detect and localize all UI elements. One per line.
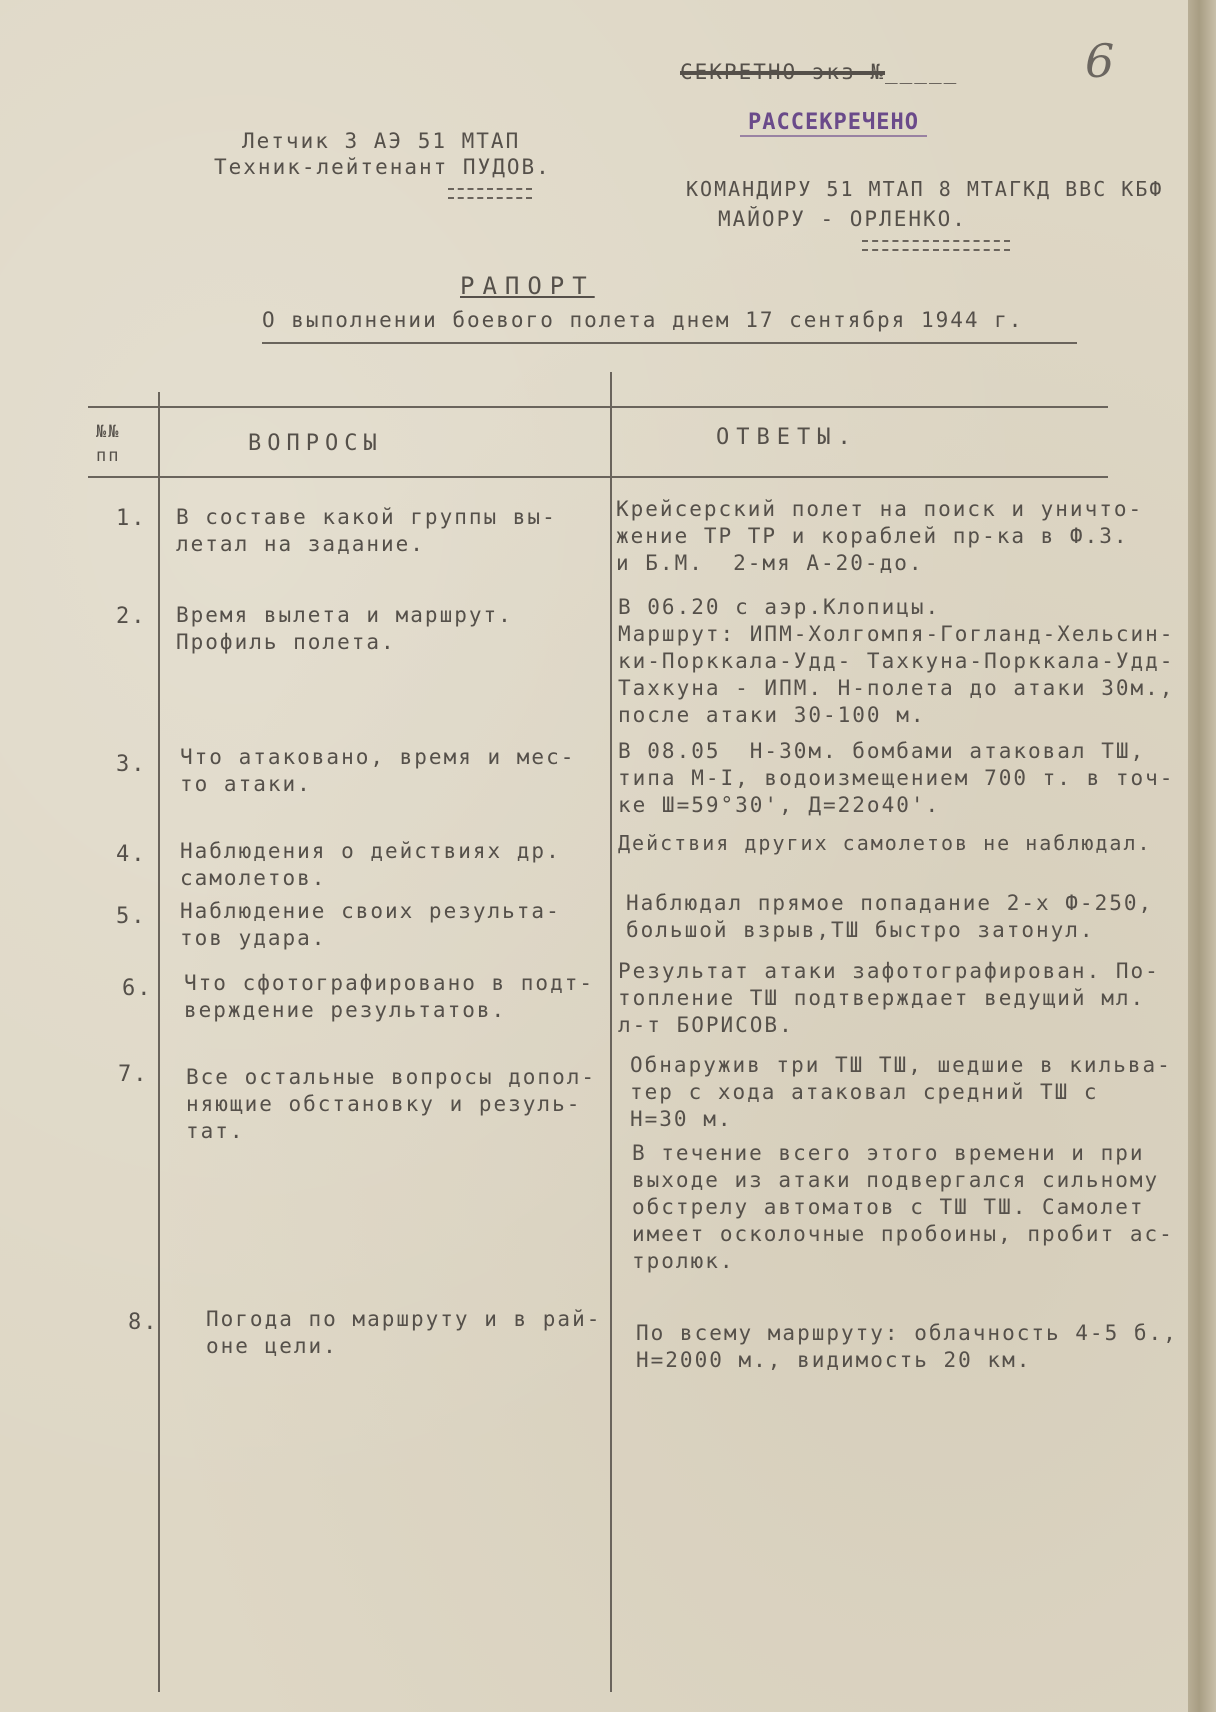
- secret-mark: [680, 60, 958, 84]
- row-5-answer: Наблюдал прямое попадание 2-х Ф-250, большой взрыв,ТШ быстро затонул.: [626, 891, 1154, 942]
- row-1-question: В составе какой группы вы- летал на задание.: [176, 505, 557, 556]
- recipient-line-1: КОМАНДИРУ 51 МТАП 8 МТАГКД ВВС КБФ: [686, 177, 1164, 201]
- table-top-rule: [88, 406, 1108, 408]
- report-subtitle: О выполнении боевого полета днем 17 сентября 1944 г.: [262, 308, 1024, 332]
- row-8-answer: По всему маршруту: облачность 4-5 б., Н=2000 м., видимость 20 км.: [636, 1321, 1178, 1372]
- header-num: №№ пп: [96, 422, 121, 466]
- paper-edge: [1188, 0, 1216, 1712]
- row-8-num: 8.: [128, 1310, 159, 1335]
- column-divider-1: [158, 392, 160, 1692]
- row-8-question: Погода по маршруту и в рай- оне цели.: [206, 1307, 602, 1358]
- row-5-question: Наблюдение своих результа- тов удара.: [180, 899, 561, 950]
- row-4-question: Наблюдения о действиях др. самолетов.: [180, 839, 561, 890]
- row-3-num: 3.: [116, 752, 147, 777]
- secret-blank: _____: [885, 60, 959, 84]
- row-5-num: 5.: [116, 904, 147, 929]
- column-divider-2: [610, 372, 612, 1692]
- recipient-underline: [862, 240, 1010, 251]
- recipient-line-2: МАЙОРУ - ОРЛЕНКО.: [718, 207, 967, 231]
- header-answers: ОТВЕТЫ.: [716, 425, 858, 450]
- row-6-question: Что сфотографировано в подт- верждение результатов.: [184, 971, 595, 1022]
- row-7-answer: Обнаружив три ТШ ТШ, шедшие в кильва- тер с хода атаковал средний ТШ с Н=30 м.: [630, 1053, 1172, 1131]
- row-7-question: Все остальные вопросы допол- няющие обстановку и резуль- тат.: [186, 1065, 597, 1143]
- row-2-question: Время вылета и маршрут. Профиль полета.: [176, 603, 513, 654]
- row-2-answer: В 06.20 с аэр.Клопицы. Маршрут: ИПМ-Холгомпя-Гогланд-Хельсин- ки-Порккала-Удд- Тахкуна-Порккала-Удд- Тахкуна - ИПМ. Н-полета до атаки 30м., после атаки 30-100 м.: [618, 595, 1175, 727]
- row-6-num: 6.: [122, 976, 153, 1001]
- page-number: 6: [1085, 34, 1117, 88]
- sender-underline: [448, 188, 532, 199]
- report-title: РАПОРТ: [460, 272, 595, 300]
- row-1-num: 1.: [116, 506, 147, 531]
- row-6-answer: Результат атаки зафотографирован. По- топление ТШ подтверждает ведущий мл. л-т БОРИСОВ.: [618, 959, 1160, 1037]
- row-1-answer: Крейсерский полет на поиск и уничто- жение ТР ТР и кораблей пр-ка в Ф.З. и Б.М. 2-мя А-20-до.: [616, 497, 1144, 575]
- header-questions: ВОПРОСЫ: [248, 431, 383, 456]
- row-4-num: 4.: [116, 842, 147, 867]
- row-3-question: Что атаковано, время и мес- то атаки.: [180, 745, 576, 796]
- row-3-answer: В 08.05 Н-30м. бомбами атаковал ТШ, типа М-I, водоизмещением 700 т. в точ- ке Ш=59°30', Д=22о40'.: [618, 739, 1175, 817]
- row-2-num: 2.: [116, 604, 147, 629]
- subtitle-underline: [262, 342, 1077, 344]
- table-header-rule: [88, 476, 1108, 478]
- secret-text: СЕКРЕТНО экз №: [680, 60, 886, 84]
- row-7-answer-continued: В течение всего этого времени и при выходе из атаки подвергался сильному обстрелу автоматов с ТШ ТШ. Самолет имеет осколочные пробоины, пробит ас- тролюк.: [632, 1141, 1174, 1273]
- row-7-num: 7.: [118, 1062, 149, 1087]
- declassified-stamp: РАССЕКРЕЧЕНО: [740, 110, 927, 137]
- sender-line-1: Летчик 3 АЭ 51 МТАП: [242, 129, 521, 153]
- row-4-answer: Действия других самолетов не наблюдал.: [618, 831, 1152, 855]
- sender-line-2: Техник-лейтенант ПУДОВ.: [214, 155, 551, 179]
